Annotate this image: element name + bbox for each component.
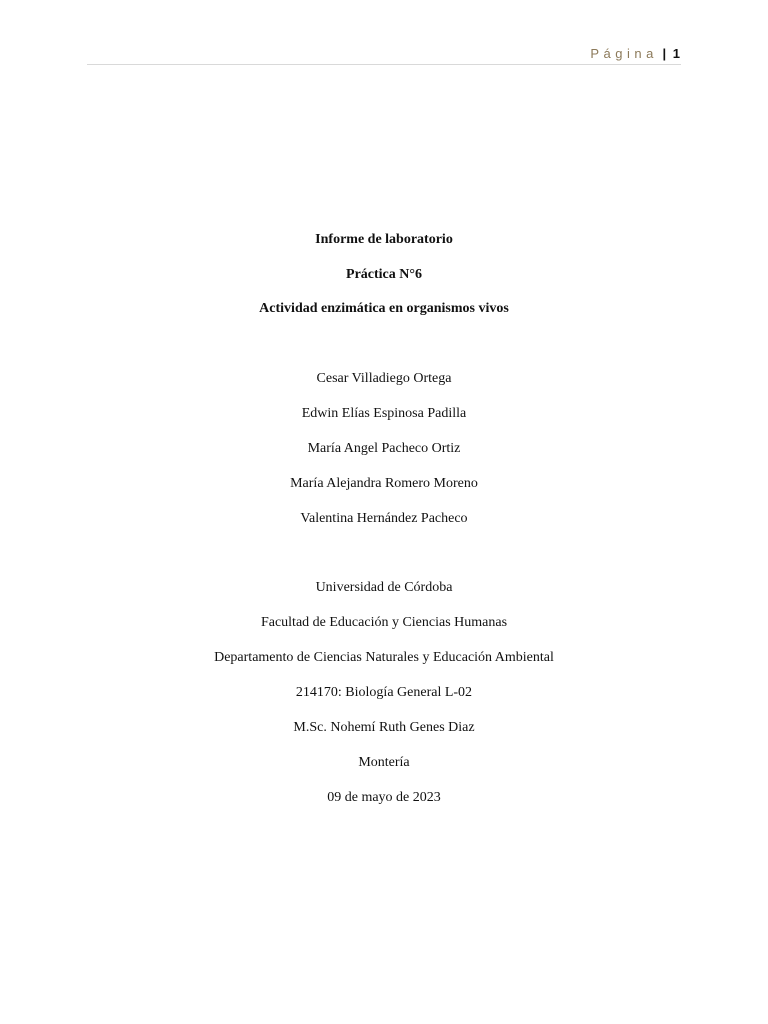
author-name: Cesar Villadiego Ortega: [316, 371, 452, 386]
city-name: Montería: [358, 755, 410, 770]
practice-number: Práctica N°6: [346, 267, 422, 282]
report-type: Informe de laboratorio: [315, 232, 453, 247]
report-topic: Actividad enzimática en organismos vivos: [259, 301, 509, 316]
header-rule: [87, 64, 681, 65]
university-name: Universidad de Córdoba: [315, 580, 453, 595]
author-name: Valentina Hernández Pacheco: [300, 511, 468, 526]
page-separator: |: [662, 46, 667, 61]
page-header: [590, 44, 680, 64]
author-name: María Angel Pacheco Ortiz: [307, 441, 461, 456]
page-number: 1: [672, 46, 680, 61]
author-name: María Alejandra Romero Moreno: [290, 476, 478, 491]
instructor-name: M.Sc. Nohemí Ruth Genes Diaz: [293, 720, 475, 735]
department-name: Departamento de Ciencias Naturales y Educación Ambiental: [214, 650, 554, 665]
report-date: 09 de mayo de 2023: [327, 790, 441, 805]
faculty-name: Facultad de Educación y Ciencias Humanas: [260, 615, 508, 630]
course-name: 214170: Biología General L-02: [295, 685, 473, 700]
author-name: Edwin Elías Espinosa Padilla: [301, 406, 467, 421]
page-label: Página: [590, 46, 658, 61]
